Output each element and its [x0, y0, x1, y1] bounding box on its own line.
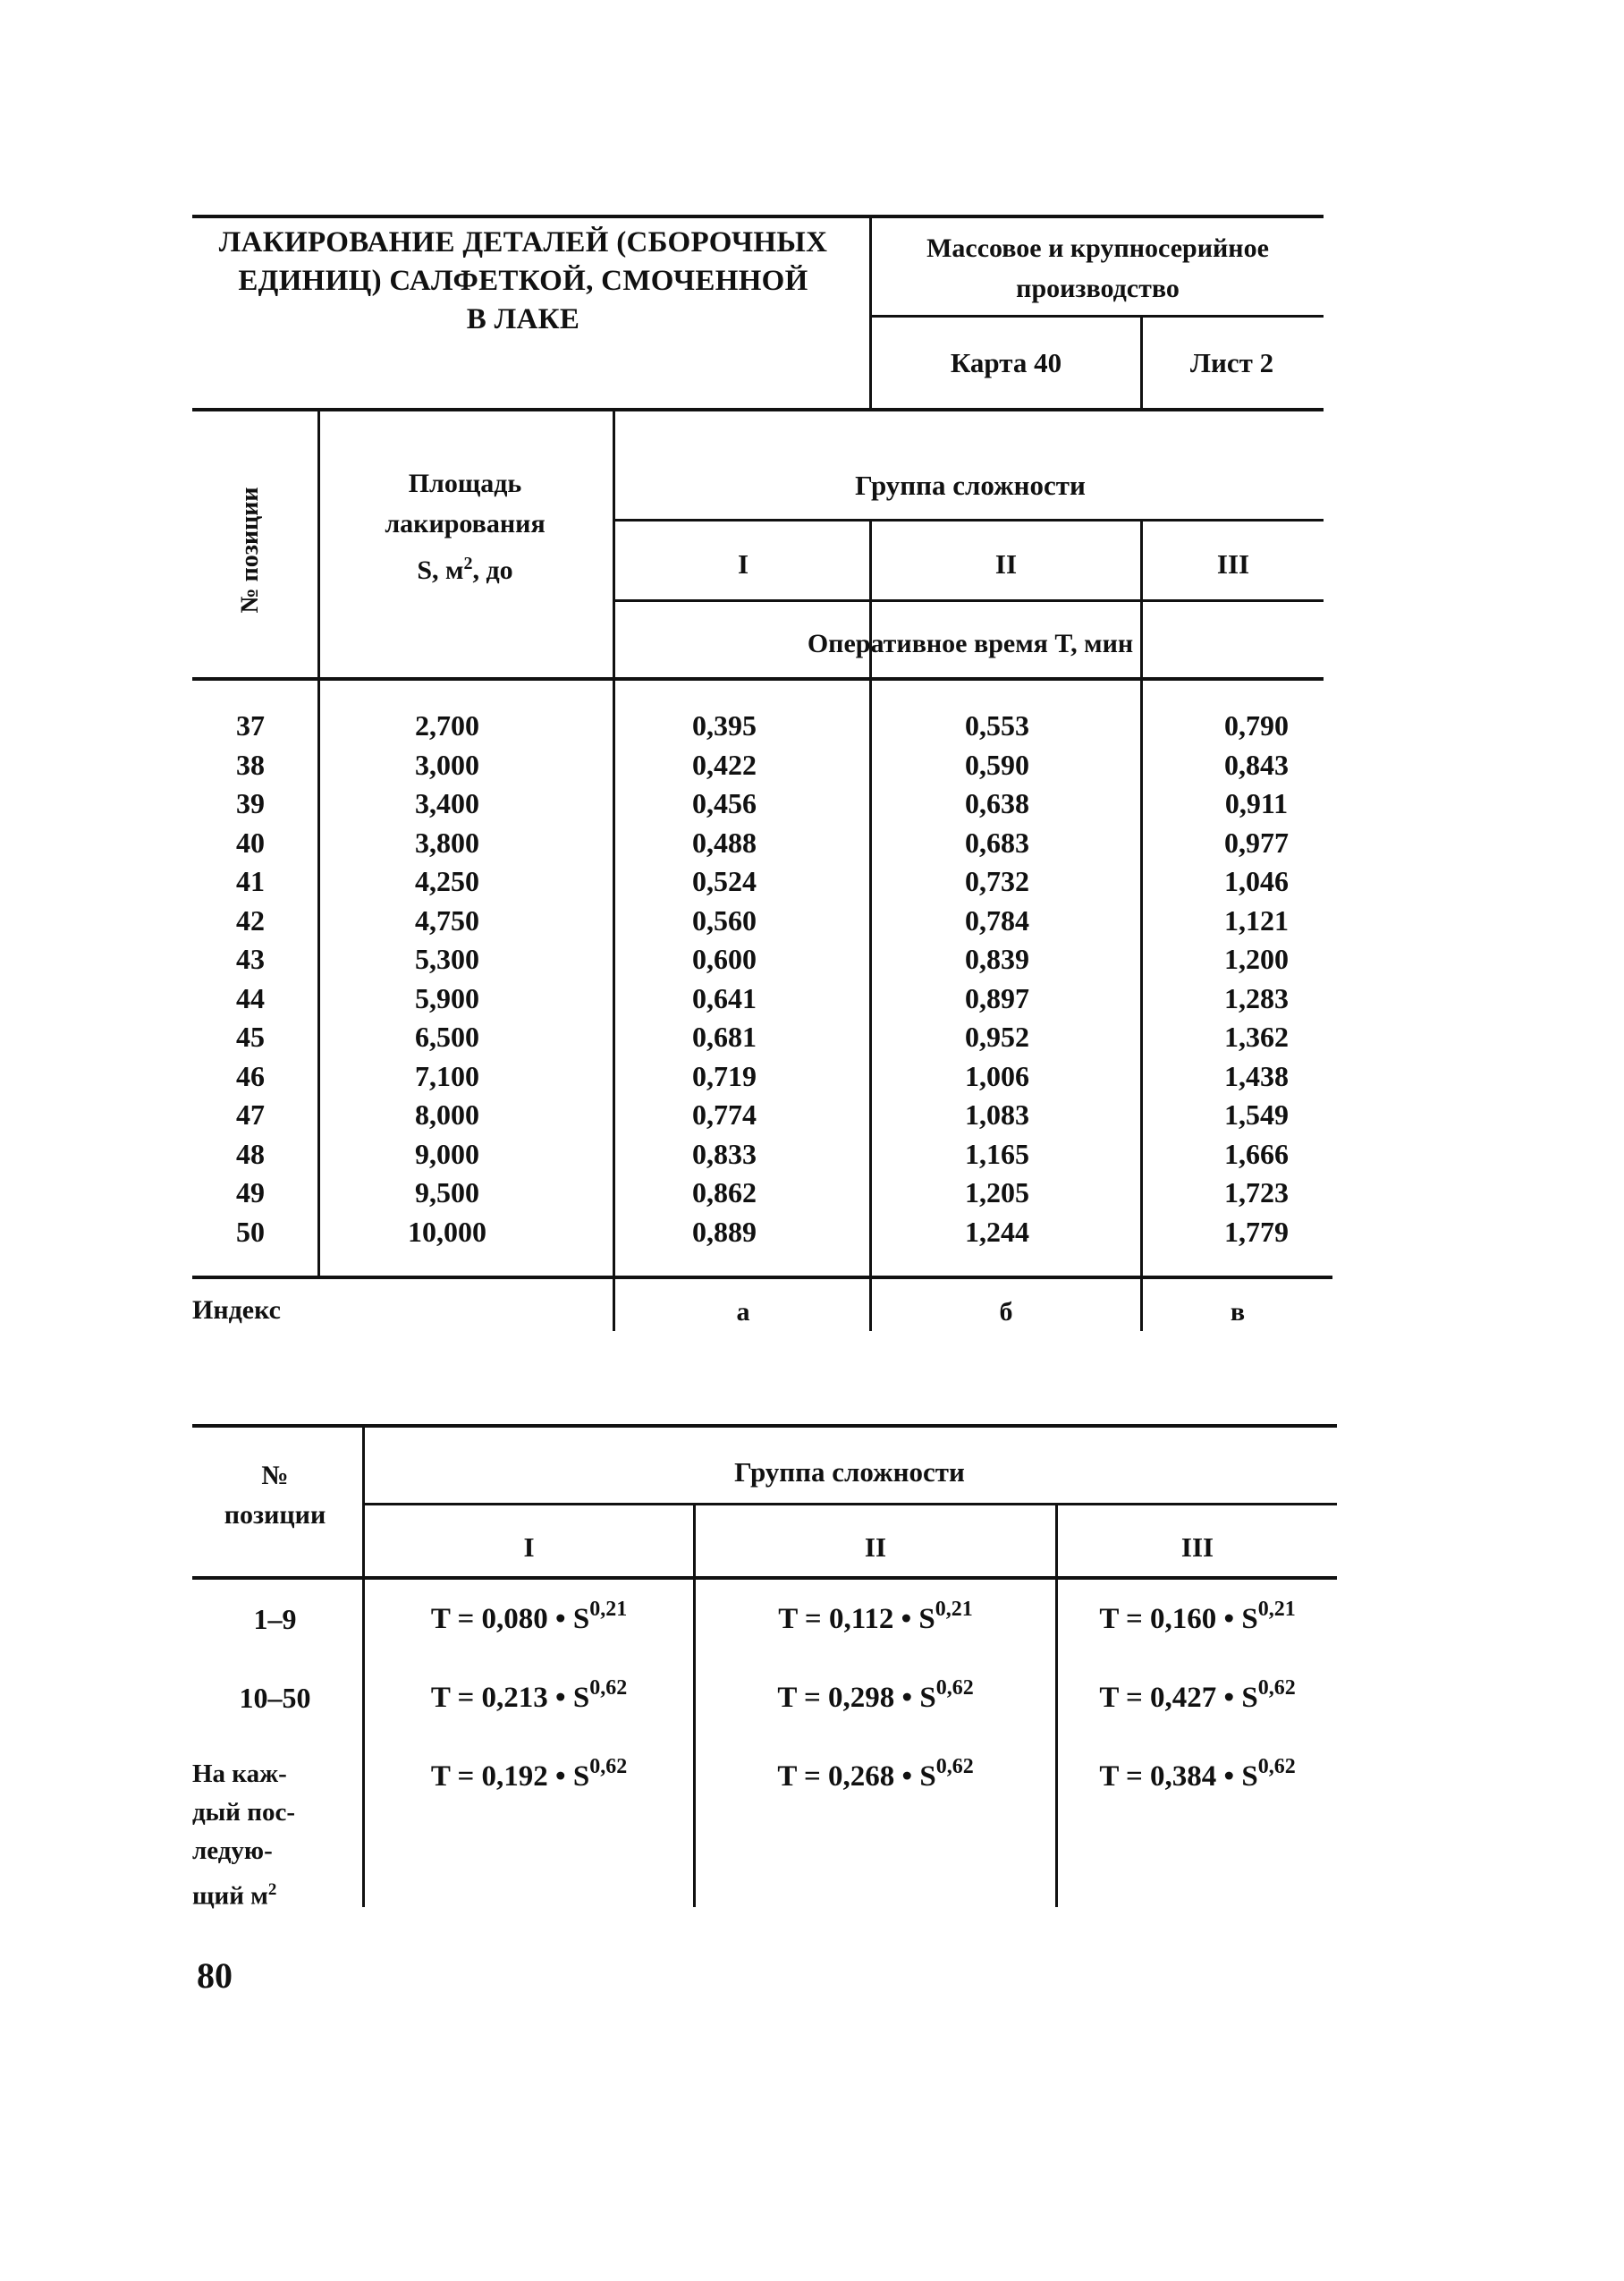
table-cell: 1,723: [1224, 1176, 1289, 1208]
t1-col-g3: [1180, 707, 1332, 1251]
table-cell: 50: [236, 1215, 265, 1248]
table-cell: 1,549: [1224, 1098, 1289, 1131]
t2-row1-f1: T = 0,080 • S$^{0,21}$: [430, 1598, 628, 1635]
table-cell: 0,638: [965, 787, 1029, 819]
table-cell: 3,000: [415, 748, 479, 781]
table-cell: 1,244: [965, 1215, 1029, 1248]
table-cell: 9,500: [415, 1176, 479, 1208]
table-cell: 48: [236, 1137, 265, 1170]
sheet-number: Лист 2: [1189, 347, 1274, 378]
table-cell: 2,700: [415, 709, 479, 742]
t1-vline-area: [613, 410, 615, 1331]
t1-group-rule: [613, 519, 1324, 521]
t1-col-pos: [215, 707, 286, 1251]
table-cell: 47: [236, 1098, 265, 1131]
t1-index-b: б: [999, 1297, 1013, 1327]
table-cell: 0,681: [692, 1021, 757, 1053]
t2-row3-f3: T = 0,384 • S$^{0,62}$: [1099, 1755, 1296, 1793]
t1-area-header: Площадь лакирования S, $м^2$, до: [385, 469, 546, 585]
table-cell: 4,750: [415, 903, 479, 937]
table-cell: 5,900: [415, 981, 479, 1014]
table-cell: 1,438: [1224, 1059, 1289, 1092]
t2-row2-f2: T = 0,298 • S$^{0,62}$: [777, 1676, 974, 1714]
t2-row1-label: 1–9: [253, 1603, 297, 1635]
table-cell: 1,362: [1224, 1021, 1289, 1053]
t2-row3-f1: T = 0,192 • S$^{0,62}$: [430, 1755, 628, 1793]
table-cell: 44: [236, 981, 265, 1014]
table-cell: 0,600: [692, 943, 757, 975]
table-cell: 1,200: [1224, 943, 1289, 975]
header-bottom-rule: [192, 408, 1324, 411]
t2-row2-label: 10–50: [239, 1682, 311, 1714]
table-cell: 1,006: [965, 1059, 1029, 1092]
table-cell: 0,889: [692, 1215, 757, 1248]
table-cell: 0,784: [965, 903, 1029, 937]
table-cell: 45: [236, 1021, 265, 1053]
table-cell: 8,000: [415, 1098, 479, 1131]
table-cell: 0,590: [965, 748, 1029, 781]
t2-group-ii: II: [864, 1531, 887, 1563]
t1-group-ii: II: [994, 548, 1018, 580]
t1-body-bottom-rule: [192, 1276, 1332, 1279]
t1-col-g2: [921, 707, 1073, 1251]
table-cell: 1,779: [1224, 1215, 1289, 1248]
t1-col-g1: [648, 707, 800, 1251]
table-cell: 0,911: [1224, 787, 1289, 819]
table-cell: 5,300: [415, 943, 479, 975]
table-cell: 0,395: [692, 709, 757, 742]
t2-group-iii: III: [1180, 1531, 1214, 1563]
table-cell: 0,524: [692, 865, 757, 897]
card-number: Карта 40: [950, 347, 1062, 378]
t1-pos-header: № позиции: [236, 487, 264, 614]
t2-group-header: Группа сложности: [734, 1456, 965, 1488]
table-cell: 43: [236, 943, 265, 975]
t2-vline-pos: [362, 1424, 365, 1907]
t1-index-a: а: [736, 1297, 750, 1327]
table-cell: 0,456: [692, 787, 757, 819]
table-cell: 6,500: [415, 1021, 479, 1053]
t1-group-header: Группа сложности: [855, 470, 1086, 501]
table-cell: 0,833: [692, 1137, 757, 1170]
t2-row3-f2: T = 0,268 • S$^{0,62}$: [777, 1755, 974, 1793]
table-cell: 0,488: [692, 826, 757, 859]
t1-roman-rule: [613, 599, 1324, 602]
table-cell: 0,952: [965, 1021, 1029, 1053]
table-cell: 0,641: [692, 981, 757, 1014]
table-cell: 0,897: [965, 981, 1029, 1014]
table-cell: 0,862: [692, 1176, 757, 1208]
table-cell: 0,553: [965, 709, 1029, 742]
document-title: ЛАКИРОВАНИЕ ДЕТАЛЕЙ (СБОРОЧНЫХ ЕДИНИЦ) САЛФЕТКОЙ, СМОЧЕННОЙ В ЛАКЕ: [218, 226, 828, 335]
table-cell: 4,250: [415, 865, 479, 897]
header-mid-rule: [869, 315, 1324, 318]
table-cell: 42: [236, 903, 265, 937]
table-cell: 10,000: [408, 1215, 486, 1248]
t2-group-rule: [362, 1503, 1337, 1505]
table-cell: 0,732: [965, 865, 1029, 897]
table-cell: 1,205: [965, 1176, 1029, 1208]
t2-row3-label: На каж- дый пос- ледую- щий $м^2$: [192, 1760, 296, 1911]
t2-row1-f2: T = 0,112 • S$^{0,21}$: [778, 1598, 973, 1635]
table-cell: 1,283: [1224, 981, 1289, 1014]
t1-group-iii: III: [1216, 548, 1250, 580]
t2-head-bottom-rule: [192, 1576, 1337, 1580]
table-cell: 0,422: [692, 748, 757, 781]
table-cell: 0,977: [1224, 826, 1289, 859]
table-cell: 1,046: [1224, 865, 1289, 897]
t1-col-area: [358, 707, 537, 1251]
table-cell: 3,400: [415, 787, 479, 819]
table-cell: 41: [236, 865, 265, 897]
table-cell: 3,800: [415, 826, 479, 859]
page-number: 80: [197, 1955, 233, 1996]
table-cell: 0,839: [965, 943, 1029, 975]
table-cell: 49: [236, 1176, 265, 1208]
t1-group-i: I: [737, 548, 749, 580]
t1-head-bottom-rule: [192, 677, 1324, 681]
t2-pos-header: № позиции: [224, 1461, 326, 1530]
t2-group-i: I: [523, 1531, 535, 1563]
table-cell: 0,843: [1224, 748, 1289, 781]
t1-optime-header: Оперативное время T, мин: [807, 629, 1134, 658]
table-cell: 1,121: [1224, 903, 1289, 937]
production-type: Массовое и крупносерийное производство: [926, 233, 1269, 303]
table-cell: 0,774: [692, 1098, 757, 1131]
t1-index-label: Индекс: [192, 1295, 281, 1325]
table-cell: 46: [236, 1059, 265, 1092]
table-cell: 0,683: [965, 826, 1029, 859]
t2-row1-f3: T = 0,160 • S$^{0,21}$: [1099, 1598, 1296, 1635]
table-cell: 1,666: [1224, 1137, 1289, 1170]
table-cell: 38: [236, 748, 265, 781]
table-cell: 0,790: [1224, 709, 1289, 742]
t1-index-v: в: [1230, 1297, 1246, 1327]
t2-row2-f1: T = 0,213 • S$^{0,62}$: [430, 1676, 628, 1714]
table-cell: 0,560: [692, 903, 757, 937]
table-cell: 7,100: [415, 1059, 479, 1092]
table-cell: 40: [236, 826, 265, 859]
table-cell: 1,083: [965, 1098, 1029, 1131]
table-cell: 37: [236, 709, 265, 742]
table-cell: 1,165: [965, 1137, 1029, 1170]
table-cell: 39: [236, 787, 265, 819]
table-cell: 9,000: [415, 1137, 479, 1170]
header-top-rule: [192, 215, 1324, 218]
t2-row2-f3: T = 0,427 • S$^{0,62}$: [1099, 1676, 1296, 1714]
table-cell: 0,719: [692, 1059, 757, 1092]
